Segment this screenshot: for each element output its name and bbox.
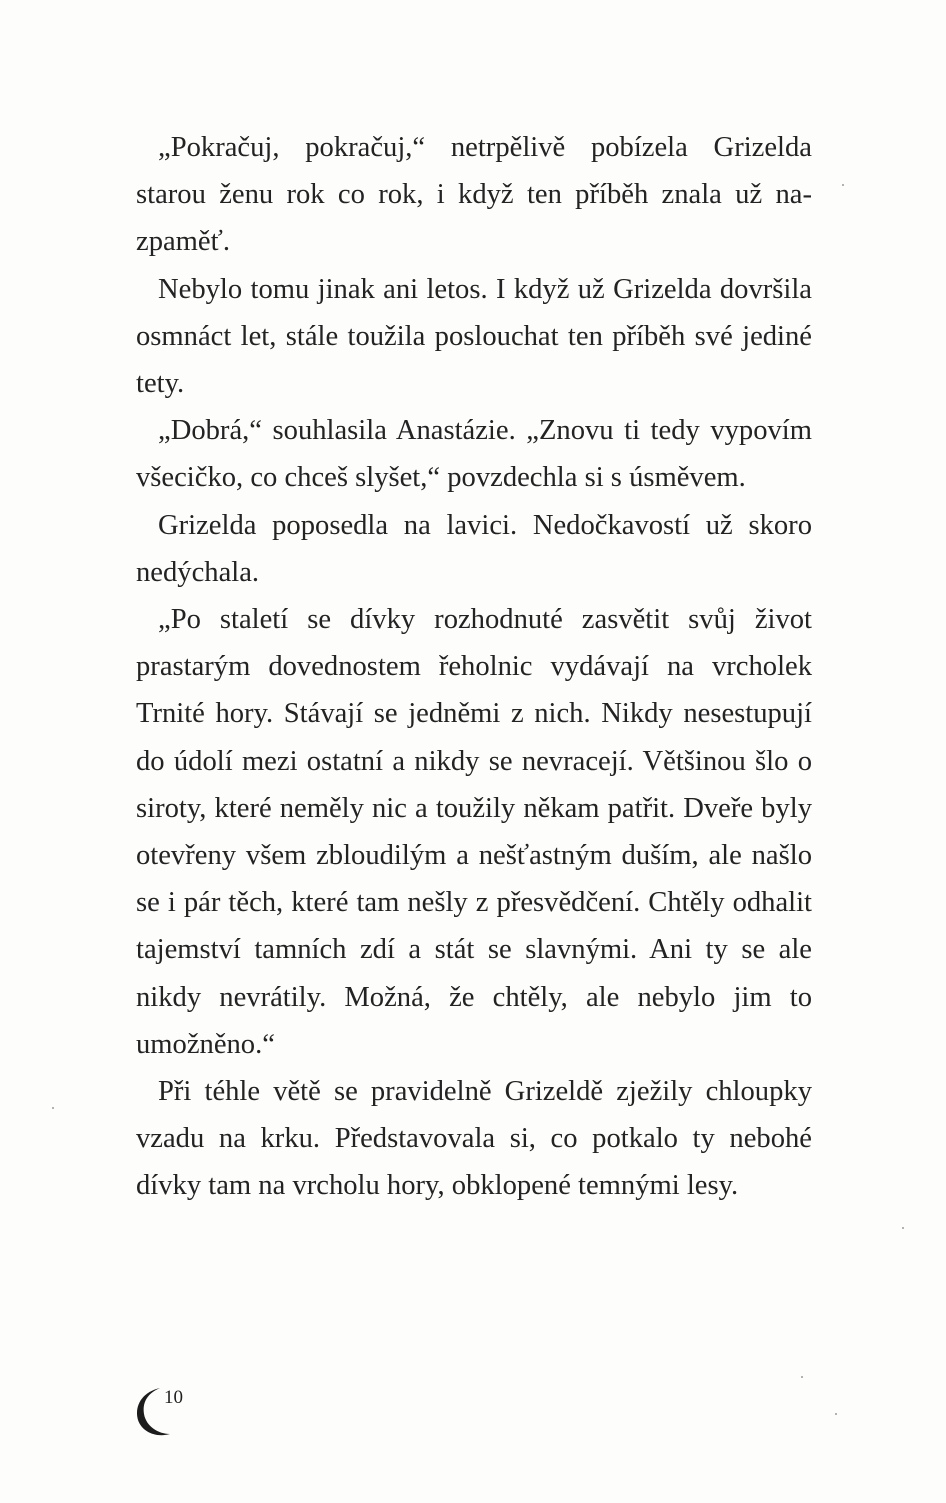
page-footer [130, 1384, 200, 1444]
paper-speck [52, 1107, 54, 1109]
body-text [136, 124, 812, 1210]
paragraph-5: „Po staletí se dívky rozhodnuté zasvětit svůj život prastarým dovednostem řeholnic vydávají na vrcholek Trnité hory. Stávají se jedněmi z nich. Nikdy nesestupují do údolí mezi ostatní a nikdy se nevracejí. Většinou šlo o siroty, které neměly nic a toužily někam patřit. Dveře byly otevřeny všem zbloudilým a nešťastným duším, ale našlo se i pár těch, které tam nešly z přesvědčení. Chtěly odhalit tajemství tamních zdí a stát se slavnými. Ani ty se ale nikdy nevrátily. Možná, že chtěly, ale nebylo jim to umožněno.“ [136, 604, 812, 1060]
paragraph-6: Při téhle větě se pravidelně Grizeldě zježily chloupky vzadu na krku. Představovala si, co potkalo ty nebohé dívky tam na vrcholu hory, obklopené temnými lesy. [136, 1076, 812, 1202]
paper-speck [801, 1376, 803, 1378]
paragraph-3: „Dobrá,“ souhlasila Anastázie. „Znovu ti tedy vypovím všecičko, co chceš slyšet,“ povzdechla si s úsměvem. [136, 415, 812, 494]
paper-speck [842, 184, 844, 186]
paragraph-2: Nebylo tomu jinak ani letos. I když už Grizelda dovršila osmnáct let, stále toužila poslouchat ten příběh své jediné tety. [136, 273, 812, 400]
paragraph-1: „Pokračuj, pokračuj,“ netrpělivě pobízela Grizelda starou ženu rok co rok, i když ten příběh znala už nazpaměť. [136, 132, 812, 258]
paragraph-4: Grizelda poposedla na lavici. Nedočkavostí už skoro nedýchala. [136, 509, 812, 588]
paper-speck [902, 1227, 904, 1229]
paper-speck [835, 1413, 837, 1415]
page-number: 10 [164, 1387, 183, 1408]
